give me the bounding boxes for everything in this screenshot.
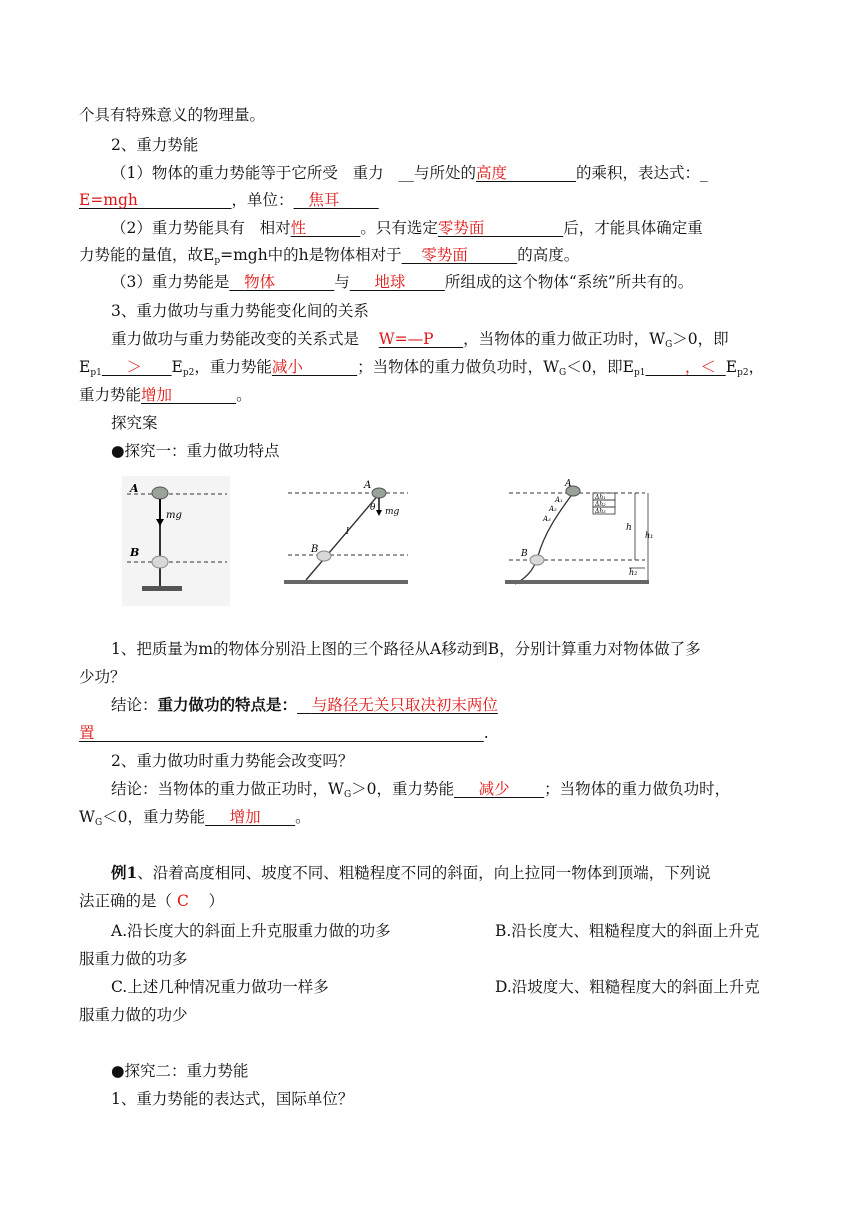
- answer-blank: 焦耳: [308, 191, 340, 209]
- option-d: D.沿坡度大、粗糙程度大的斜面上升克: [495, 978, 760, 996]
- label-a: A: [364, 480, 372, 491]
- label-dh3: Δh₃: [595, 508, 606, 515]
- answer-blank: 物体: [244, 273, 276, 291]
- answer-blank: 高度: [475, 164, 507, 182]
- question-1-cont: 少功？: [79, 668, 126, 686]
- label-b: B: [521, 549, 528, 559]
- answer-blank: ＞: [126, 358, 142, 376]
- label-mg: mg: [166, 510, 182, 521]
- conclusion-1-cont: 置 .: [79, 724, 489, 742]
- label-b: B: [311, 544, 319, 555]
- answer-blank: 零势面: [437, 219, 485, 237]
- label-mg: mg: [385, 507, 400, 517]
- section-heading: ●探究一：重力做功特点: [111, 442, 280, 460]
- label-b: B: [130, 546, 140, 559]
- label-dh2: Δh₂: [595, 501, 606, 508]
- answer-blank: 零势面: [421, 246, 468, 264]
- question-2: 2、重力做功时重力势能会改变吗？: [111, 752, 354, 770]
- answer-blank: 增加: [141, 386, 173, 404]
- answer-blank: 置: [79, 724, 95, 742]
- answer-blank: 地球: [374, 273, 406, 291]
- label-theta: θ: [370, 503, 376, 513]
- paragraph-2-cont: 力势能的量值，故$E_p=mgh$中的h是物体相对于 零势面 的高度。: [79, 246, 580, 266]
- conclusion-2-cont: $W_G<0$，重力势能 增加 。: [79, 808, 311, 828]
- figure-curved-path: [505, 476, 655, 588]
- figure-vertical-path: [122, 476, 230, 606]
- relation-line: 重力做功与重力势能改变的关系式是 W=—P ，当物体的重力做正功时，$W_G>0$，即: [111, 330, 729, 350]
- question-3: 1、重力势能的表达式，国际单位？: [111, 1090, 354, 1108]
- section-heading: 3、重力做功与重力势能变化间的关系: [111, 302, 369, 320]
- answer-blank: E=mgh: [79, 191, 138, 209]
- figure-inclined-path: [284, 476, 408, 586]
- paragraph-2: （2）重力势能具有 相对性 。只有选定零势面 后，才能具体确定重: [111, 219, 703, 237]
- answer-blank: ，＜: [684, 358, 716, 376]
- section-heading: 探究案: [111, 414, 158, 432]
- paragraph-1: （1）物体的重力势能等于它所受 重力 __与所处的高度 的乘积，表达式：_: [111, 164, 708, 182]
- label-a3: A₃: [543, 515, 551, 523]
- section-heading: ●探究二：重力势能: [111, 1062, 249, 1080]
- conclusion-1: 结论：重力做功的特点是： 与路径无关只取决初末两位: [111, 695, 498, 714]
- label-dh1: Δh₁: [595, 494, 606, 501]
- label-a2: A₂: [549, 505, 557, 513]
- question-1: 1、把质量为m的物体分别沿上图的三个路径从A移动到B，分别计算重力对物体做了多: [111, 640, 701, 658]
- answer-blank: 增加: [229, 808, 261, 826]
- conclusion-2: 结论：当物体的重力做正功时，$W_G>0$，重力势能 减少 ；当物体的重力做负功时，: [111, 780, 731, 800]
- option-d-cont: 服重力做的功少: [79, 1006, 188, 1024]
- example-1: 例1、沿着高度相同、坡度不同、粗糙程度不同的斜面，向上拉同一物体到顶端，下列说: [111, 863, 711, 882]
- label-h2: h₂: [629, 568, 638, 577]
- option-a: A.沿长度大的斜面上升克服重力做的功多: [111, 922, 391, 940]
- option-b: B.沿长度大、粗糙程度大的斜面上升克: [495, 922, 760, 940]
- label-a1: A₁: [555, 496, 563, 504]
- paragraph-1-cont: E=mgh ，单位： 焦耳: [79, 191, 340, 209]
- text-line: 个具有特殊意义的物理量。: [79, 106, 266, 124]
- answer-blank: 减小: [271, 358, 303, 376]
- option-c: C.上述几种情况重力做功一样多: [111, 978, 329, 996]
- label-h: h: [626, 523, 632, 533]
- label-a: A: [565, 479, 572, 489]
- label-a: A: [130, 482, 139, 495]
- option-b-cont: 服重力做的功多: [79, 950, 188, 968]
- relation-line-3: 重力势能增加 。: [79, 386, 252, 404]
- answer-blank: W=—P: [378, 330, 434, 348]
- example-1-cont: 法正确的是（ C ）: [79, 892, 225, 910]
- answer-blank: 减少: [478, 780, 510, 798]
- answer-blank: 与路径无关只取决初末两位: [311, 696, 498, 714]
- label-l: l: [346, 527, 349, 537]
- answer-choice: C: [176, 892, 189, 910]
- paragraph-3: （3）重力势能是 物体 与 地球 所组成的这个物体“系统”所共有的。: [111, 273, 694, 291]
- label-h1: h₁: [645, 531, 654, 540]
- answer-blank: 性: [290, 219, 307, 237]
- section-heading: 2、重力势能: [111, 136, 199, 154]
- relation-line-2: $E_{p1}$ ＞ $E_{p2}$，重力势能减小 ；当物体的重力做负功时，$W_G<0$，即$E_{p1}$ ，＜ $E_{p2}$，: [79, 358, 765, 378]
